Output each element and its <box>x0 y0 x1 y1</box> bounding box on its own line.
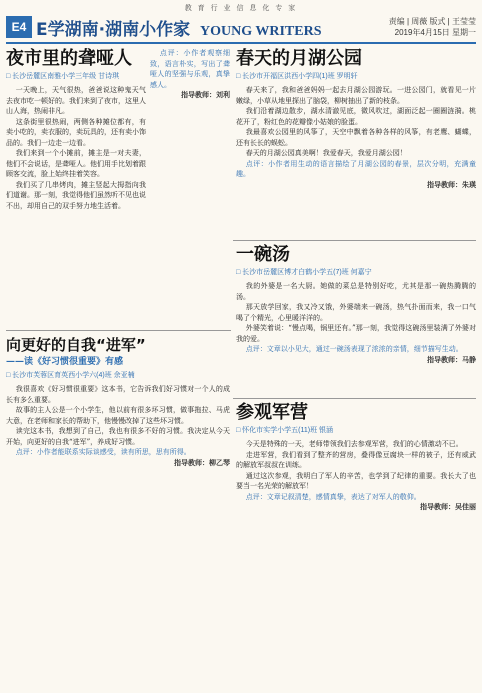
teacher-comment: 点评：文章以小见大，通过一碗汤表现了浓浓的亲情，细节描写生动。 <box>245 345 463 353</box>
paragraph: 通过这次参观，我明白了军人的辛苦，也学到了纪律的重要。我长大了也要当一名光荣的解放军！ <box>236 471 476 490</box>
article-title: 夜市里的聋哑人 <box>6 48 132 69</box>
paragraph: 一天晚上，天气很热，爸爸说这种鬼天气去夜市吃一顿好的。我们来到了夜市，这里人山人海，热闹非凡。 <box>6 86 146 115</box>
paragraph: 故事的主人公是一个小学生，他以前有很多坏习惯，做事拖拉、马虎大意，在老师和家长的帮助下，他慢慢改掉了这些坏习惯。 <box>6 406 230 425</box>
divider <box>6 330 231 331</box>
paragraph: 我很喜欢《好习惯很重要》这本书，它告诉我们好习惯对一个人的成长有多么重要。 <box>6 385 230 404</box>
tutor-name: 指导教师：刘利 <box>181 92 230 99</box>
tutor-name: 指导教师：马静 <box>427 356 476 364</box>
tutor-name: 指导教师：吴佳丽 <box>420 504 476 511</box>
article-byline: □ 长沙市岳麓区博才白鹤小学五(7)班 何嘉宁 <box>236 269 372 276</box>
divider <box>233 240 476 241</box>
paragraph: 今天是特殊的一天，老师带领我们去参观军营，我们的心情激动不已。 <box>245 440 463 448</box>
tutor-name: 指导教师：柳乙琴 <box>174 459 230 467</box>
article-byline: □ 长沙岳麓区南雅小学三年级 甘诗琪 <box>6 73 120 80</box>
paragraph: 我们沿着湖边散步，湖水清澈见底，微风吹过，湖面泛起一圈圈涟漪。桃花开了，粉红色的花瓣像小姑娘的脸蛋。 <box>236 107 476 126</box>
teacher-comment: 点评：文章记叙清楚，感情真挚，表达了对军人的敬仰。 <box>245 492 421 501</box>
article-title: 春天的月湖公园 <box>236 48 362 69</box>
paragraph: 春天的月湖公园真美啊！我爱春天，我爱月湖公园！ <box>245 149 407 157</box>
article-byline: □ 长沙市芙蓉区育英西小学六(4)班 余亚楠 <box>6 372 135 379</box>
paragraph: 我们来到一个小摊前，摊主是一对夫妻，他们不会说话，是聋哑人。他们用手比划着跟顾客交流，脸上始终挂着笑容。 <box>6 149 146 178</box>
teacher-comment: 点评：小作者用生动的语言描绘了月湖公园的春景，层次分明，充满童趣。 <box>236 159 476 178</box>
teacher-comment: 点评：小作者能联系实际谈感受，读有所思，思有所得。 <box>15 448 191 456</box>
page-header <box>6 14 476 44</box>
top-slogan: 教 育 行 业 信 息 化 专 家 <box>184 5 298 12</box>
date-line: 2019年4月15日 星期一 <box>394 28 476 37</box>
paragraph: 那天放学回家，我又冷又饿，外婆端来一碗汤，热气扑面而来，我一口气喝了个精光，心里暖洋洋的。 <box>236 303 476 322</box>
article-subtitle: ——读《好习惯很重要》有感 <box>6 357 124 367</box>
article-title: 向更好的自我“进军” <box>6 336 146 354</box>
paragraph: 春天来了，我和爸爸妈妈一起去月湖公园游玩。一进公园门，就看见一片嫩绿，小草从地里探出了脑袋，柳树抽出了新的枝条。 <box>236 86 476 105</box>
issue-meta <box>389 16 476 38</box>
article-military-camp <box>236 402 476 688</box>
article-spring-park <box>236 48 476 238</box>
article-night-market-cont <box>150 48 230 303</box>
paragraph: 我的外婆是一名大厨。她做的菜总是特别好吃，尤其是那一碗热腾腾的汤。 <box>236 282 476 301</box>
paragraph: 走进军营，我们看到了整齐的营房，叠得像豆腐块一样的被子，还有威武的解放军叔叔在训练。 <box>236 450 476 469</box>
masthead <box>36 15 322 40</box>
editor-line: 责编 | 周薇 版式 | 王莹莹 <box>388 17 476 26</box>
paragraph: 读完这本书，我想到了自己，我也有很多不好的习惯。我决定从今天开始，向更好的自我“进军”，养成好习惯。 <box>6 427 230 446</box>
paragraph: 我们买了几串烤肉，摊主竖起大拇指向我们道谢。那一刻，我觉得他们虽然听不见也说不出，却用自己的双手努力地生活着。 <box>6 180 146 210</box>
paragraph: 我最喜欢公园里的风筝了，天空中飘着各种各样的风筝，有老鹰、蝴蝶，还有长长的蜈蚣。 <box>236 128 476 147</box>
teacher-comment: 点评：小作者观察细致，语言朴实，写出了聋哑人的坚强与乐观，真挚感人。 <box>150 49 230 89</box>
article-title: 一碗汤 <box>236 244 290 265</box>
paragraph: 这条街里很热闹，两侧各种摊位都有，有卖小吃的，卖衣服的，卖玩具的，还有卖小饰品的。我们一边走一边看。 <box>6 117 146 147</box>
article-byline: □ 长沙市开福区洪西小学四(1)班 罗明轩 <box>236 73 358 80</box>
tutor-name: 指导教师：朱瑛 <box>427 181 476 189</box>
article-bowl-soup <box>236 244 476 394</box>
article-night-market <box>6 48 146 303</box>
masthead-english: YOUNG WRITERS <box>200 24 322 39</box>
divider <box>233 398 476 399</box>
article-title: 参观军营 <box>236 402 308 423</box>
paragraph: 外婆笑着说：“慢点喝，锅里还有。”那一刻，我觉得这碗汤里装满了外婆对我的爱。 <box>236 324 476 343</box>
article-good-habits <box>6 334 230 688</box>
article-byline: □ 怀化市实学小学五(11)班 银涵 <box>236 427 334 434</box>
masthead-title: E学湖南·湖南小作家 <box>36 20 191 40</box>
page-number-tag: E4 <box>6 16 32 38</box>
